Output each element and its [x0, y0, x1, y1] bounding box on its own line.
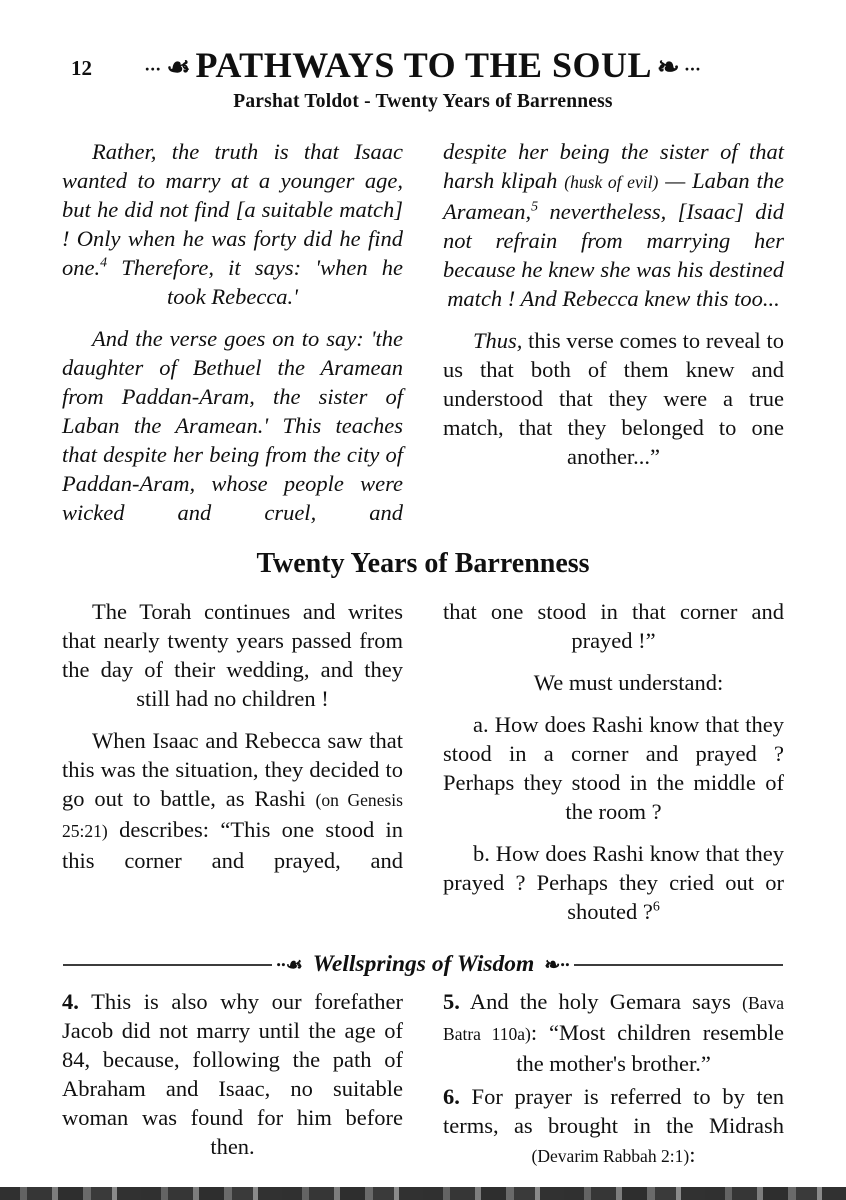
footnotes-right-column [443, 987, 784, 1175]
paragraph-text: despite her being the sister of that harsh klipah [443, 139, 784, 193]
footnote-divider [63, 951, 783, 978]
title-ornament-scroll-right-icon: ❧ [657, 51, 680, 82]
wellsprings-of-wisdom-header: Wellsprings of Wisdom [312, 951, 535, 977]
footnote-text: For prayer is referred to by ten terms, as brought in the Midrash [443, 1084, 784, 1138]
paragraph-text: this verse comes to reveal to us that both of them knew and understood that they were a true match, that they belonged to one another...” [443, 328, 784, 469]
title-ornament-scroll-left-icon: ☙ [166, 51, 191, 82]
footnote-number: 6. [443, 1084, 460, 1109]
paragraph-text: Therefore, it says: 'when he took Rebecca.' [107, 255, 403, 309]
citation-text: (on Genesis 25:21) [62, 790, 403, 841]
paragraph [443, 326, 784, 471]
paragraph-text: b. How does Rashi know that they prayed ? Perhaps they cried out or shouted ? [443, 841, 784, 924]
paragraph-text: Rather, the truth is that Isaac wanted to marry at a younger age, but he did not find [a suitable match] ! Only when he was forty did he find one. [62, 139, 403, 280]
paragraph-text: a. How does Rashi know that they stood in a corner and prayed ? Perhaps they stood in the middle of the room ? [443, 712, 784, 824]
paragraph-text: nevertheless, [Isaac] did not refrain from marrying her because he knew she was his destined match ! And Rebecca knew this too... [443, 199, 784, 311]
section-heading: Twenty Years of Barrenness [256, 548, 590, 579]
paragraph [443, 668, 784, 697]
paragraph-text: We must understand: [533, 670, 724, 695]
paragraph [443, 839, 784, 926]
chapter-subtitle: Parshat Toldot - Twenty Years of Barrenness [233, 91, 613, 112]
paragraph [62, 726, 403, 875]
paragraph [62, 324, 403, 527]
lower-text-columns [0, 597, 846, 939]
paragraph [443, 137, 784, 313]
footnote-number: 4. [62, 989, 79, 1014]
paragraph-text: describes: “This one stood in this corner and prayed, and [62, 817, 403, 873]
footnote-text: : [689, 1142, 696, 1167]
footnote-6 [443, 1082, 784, 1171]
title-ornament-dots-left-icon: ∙∙∙ [144, 58, 162, 79]
paragraph [443, 710, 784, 826]
paragraph-text: When Isaac and Rebecca saw that this was the situation, they decided to go out to battle, as Rashi [62, 728, 403, 811]
upper-text-columns [0, 137, 846, 540]
citation-text: (Devarim Rabbah 2:1) [531, 1146, 690, 1166]
page-number: 12 [71, 56, 92, 80]
divider-line-left [63, 964, 272, 966]
footnote-5 [443, 987, 784, 1078]
paragraph [443, 597, 784, 655]
footnote-number: 5. [443, 989, 460, 1014]
paragraph-text: And the verse goes on to say: 'the daughter of Bethuel the Aramean from Paddan-Aram, the sister of Laban the Aramean.' This teaches that despite her being from the city of Paddan-Aram, whose people were wicked and cruel, and [62, 326, 403, 525]
divider-ornament-left-icon: ∙∙☙ [276, 955, 303, 976]
paragraph-text: Thus, [473, 328, 523, 353]
page-header [0, 0, 846, 86]
gloss-text: (husk of evil) [564, 172, 659, 192]
right-column [443, 137, 784, 540]
footnote-text: This is also why our forefather Jacob did not marry until the age of 84, because, following the path of Abraham and Isaac, no suitable woman was found for him before then. [62, 989, 403, 1159]
footnote-ref-6: 6 [652, 899, 660, 915]
citation-text: (Bava Batra 110a) [443, 993, 784, 1044]
divider-line-right [574, 964, 783, 966]
book-title: PATHWAYS TO THE SOUL [195, 45, 653, 85]
footnote-4 [62, 987, 403, 1161]
paragraph-text: that one stood in that corner and prayed !” [443, 599, 784, 653]
left-column [62, 137, 403, 540]
footnote-text: And the holy Gemara says [459, 989, 743, 1014]
paragraph [62, 137, 403, 311]
footnotes-left-column [62, 987, 403, 1175]
footnote-ref-5: 5 [531, 199, 539, 215]
paragraph-text: The Torah continues and writes that nearly twenty years passed from the day of their wedding, and they still had no children ! [62, 599, 403, 711]
footnote-text: : “Most children resemble the mother's brother.” [516, 1020, 784, 1076]
divider-ornament-right-icon: ❧∙∙ [544, 955, 570, 976]
title-ornament-dots-right-icon: ∙∙∙ [684, 58, 702, 79]
footnote-ref-4: 4 [100, 255, 108, 271]
scan-artifact-bar [0, 1187, 846, 1200]
paragraph-text: — Laban the Aramean, [443, 168, 784, 224]
footnotes-section [0, 987, 846, 1175]
paragraph [62, 597, 403, 713]
right-column [443, 597, 784, 939]
left-column [62, 597, 403, 939]
